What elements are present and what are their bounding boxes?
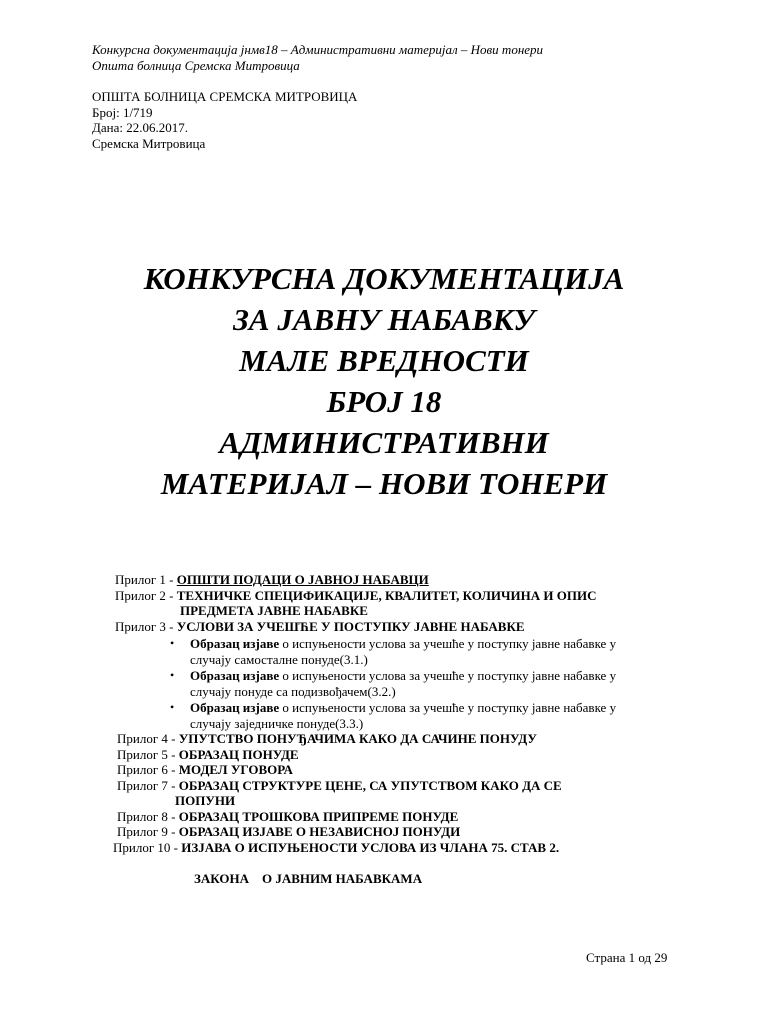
title-line: МАЛЕ ВРЕДНОСТИ — [239, 343, 529, 378]
annex-title: УСЛОВИ ЗА УЧЕШЋЕ У ПОСТУПКУ ЈАВНЕ НАБАВКЕ — [176, 619, 525, 634]
annex-prefix: Прилог 1 - — [115, 572, 177, 587]
annex-title-cont: ПОПУНИ — [175, 793, 236, 808]
meta-city: Сремска Митровица — [92, 135, 206, 151]
annex-title: ОБРАЗАЦ ПОНУДЕ — [178, 747, 299, 762]
annex-title-cont: ЗАКОНА О ЈАВНИМ НАБАВКАМА — [194, 870, 423, 886]
annex-title: ОБРАЗАЦ СТРУКТУРЕ ЦЕНЕ, СА УПУТСТВОМ КАКО ДА СЕ — [178, 778, 562, 793]
annex-prefix: Прилог 9 - — [117, 824, 179, 839]
annex-title: ОБРАЗАЦ ТРОШКОВА ПРИПРЕМЕ ПОНУДЕ — [178, 809, 459, 824]
header-document-title: Конкурсна документација јнмв18 – Административни материјал – Нови тонери — [92, 42, 544, 57]
annex-item-8 — [117, 809, 458, 825]
annex-prefix: Прилог 5 - — [117, 747, 179, 762]
annex-title-cont: ПРЕДМЕТА ЈАВНЕ НАБАВКЕ — [180, 603, 368, 618]
annex-item-1 — [115, 572, 429, 588]
annex-prefix: Прилог 8 - — [117, 809, 179, 824]
running-header — [92, 42, 543, 74]
subitem-3-3 — [190, 700, 616, 716]
annex-title: ИЗЈАВА О ИСПУЊЕНОСТИ УСЛОВА ИЗ ЧЛАНА 75. СТАВ 2. — [181, 840, 560, 855]
title-line: МАТЕРИЈАЛ – НОВИ ТОНЕРИ — [160, 466, 608, 501]
annex-item-2 — [115, 588, 597, 604]
bullet-icon: • — [170, 636, 175, 650]
title-line: АДМИНИСТРАТИВНИ — [219, 425, 549, 460]
subitem-3-1 — [190, 636, 616, 652]
meta-institution: ОПШТА БОЛНИЦА СРЕМСКА МИТРОВИЦА — [92, 89, 358, 104]
subitem-text: о испуњености услова за учешће у поступку јавне набавке у — [279, 700, 617, 715]
annex-title: ТЕХНИЧКЕ СПЕЦИФИКАЦИЈЕ, КВАЛИТЕТ, КОЛИЧИНА И ОПИС — [176, 588, 597, 603]
header-institution: Општа болница Сремска Митровица — [92, 58, 300, 73]
annex-item-5 — [117, 747, 299, 763]
subitem-3-2-cont: случају понуде са подизвођачем(3.2.) — [190, 684, 396, 699]
annex-prefix: Прилог 6 - — [117, 762, 179, 777]
annex-title: ОБРАЗАЦ ИЗЈАВЕ О НЕЗАВИСНОЈ ПОНУДИ — [178, 824, 461, 839]
document-title — [0, 258, 768, 504]
document-meta — [92, 89, 357, 151]
title-line: БРОЈ 18 — [326, 384, 442, 419]
annex-prefix: Прилог 4 - — [117, 731, 179, 746]
title-line: ЗА ЈАВНУ НАБАВКУ — [233, 302, 535, 337]
annex-item-4 — [117, 731, 537, 747]
annex-item-7 — [117, 778, 562, 794]
subitem-3-1-cont: случају самосталне понуде(3.1.) — [190, 652, 368, 667]
bullet-icon: • — [170, 700, 175, 714]
annex-item-2-cont — [180, 603, 368, 619]
subitem-bold: Образац изјаве — [190, 700, 280, 715]
meta-date: Дана: 22.06.2017. — [92, 120, 188, 135]
annex-title: ОПШТИ ПОДАЦИ О ЈАВНОЈ НАБАВЦИ — [176, 572, 429, 587]
subitem-bold: Образац изјаве — [190, 636, 280, 651]
annex-item-10-cont — [181, 855, 422, 902]
page-number: Страна 1 од 29 — [586, 950, 668, 965]
annex-prefix: Прилог 10 - — [113, 840, 182, 855]
subitem-bold: Образац изјаве — [190, 668, 280, 683]
annex-title: УПУТСТВО ПОНУЂАЧИМА КАКО ДА САЧИНЕ ПОНУДУ — [178, 731, 537, 746]
annex-prefix: Прилог 3 - — [115, 619, 177, 634]
subitem-text: о испуњености услова за учешће у поступку јавне набавке у — [279, 636, 617, 651]
meta-number: Број: 1/719 — [92, 104, 153, 120]
annex-title: МОДЕЛ УГОВОРА — [178, 762, 293, 777]
annex-item-10 — [113, 840, 559, 856]
subitem-3-3-cont: случају заједничке понуде(3.3.) — [190, 716, 364, 731]
subitem-text: о испуњености услова за учешће у поступку јавне набавке у — [279, 668, 617, 683]
annex-item-6 — [117, 762, 293, 778]
annex-item-9 — [117, 824, 460, 840]
bullet-icon: • — [170, 668, 175, 682]
subitem-3-2 — [190, 668, 616, 684]
annex-item-3 — [115, 619, 525, 635]
annex-item-7-cont — [175, 793, 235, 809]
annex-prefix: Прилог 7 - — [117, 778, 179, 793]
annex-prefix: Прилог 2 - — [115, 588, 177, 603]
title-line: КОНКУРСНА ДОКУМЕНТАЦИЈА — [143, 261, 625, 296]
